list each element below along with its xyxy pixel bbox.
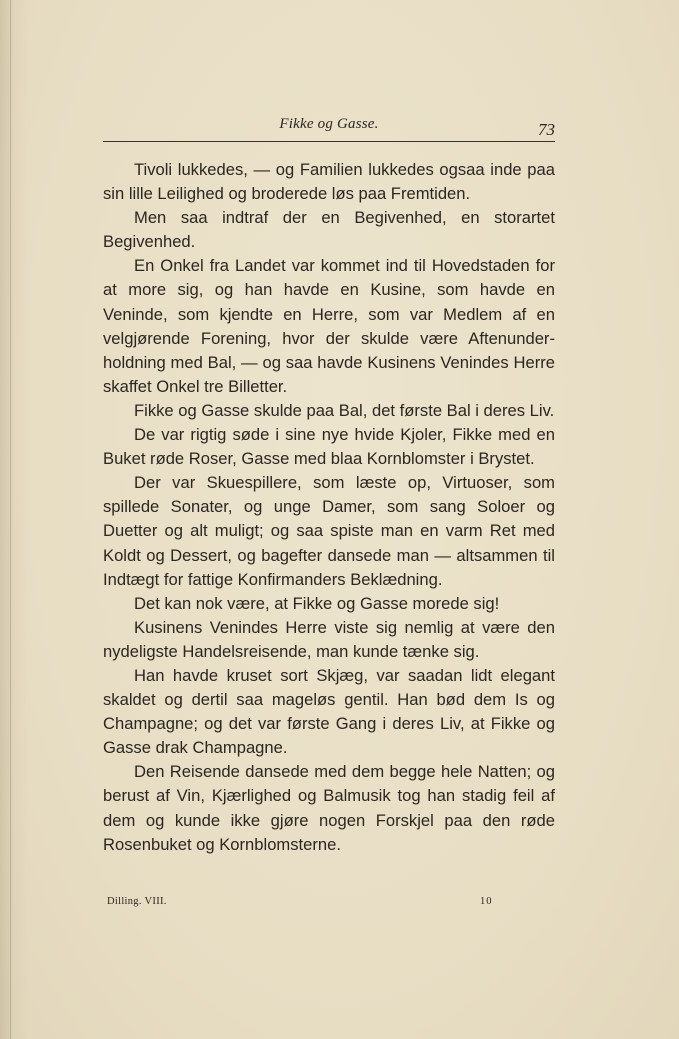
paragraph: Tivoli lukkedes, — og Familien lukkedes ogsaa inde paa sin lille Leilighed og broderede løs paa Fremtiden. [103, 160, 555, 204]
paragraph: En Onkel fra Landet var kommet ind til Hovedstaden for at more sig, og han havde en Kusine, som havde en Veninde, som kjendte en Herre, som var Medlem af en velgjørende Forening, hvor der skulde være Aftenunderholdning med Bal, — og saa havde Kusinens Venindes Herre skaffet Onkel tre Billetter. [103, 256, 555, 396]
page-number: 73 [538, 120, 555, 139]
running-title: Fikke og Gasse. [279, 116, 379, 132]
paragraph: Den Reisende dansede med dem begge hele Natten; og berust af Vin, Kjærlighed og Balmusik tog han stadig feil af dem og kunde ikke gjøre nogen Forskjel paa den røde Rosenbuket og Kornblomsterne. [103, 762, 555, 854]
paragraph: Han havde kruset sort Skjæg, var saadan lidt elegant skaldet og dertil saa mageløs gentil. Han bød dem Is og Champagne; og det var første Gang i deres Liv, at Fikke og Gasse drak Champagne. [103, 665, 555, 758]
running-header [103, 112, 555, 142]
body-text [103, 158, 555, 857]
paragraph: Det kan nok være, at Fikke og Gasse morede sig! [134, 593, 500, 613]
page-spine-edge [10, 0, 11, 1039]
paragraph: Men saa indtraf der en Begivenhed, en storartet Begivenhed. [103, 208, 555, 252]
paragraph: De var rigtig søde i sine nye hvide Kjoler, Fikke med en Buket røde Roser, Gasse med blaa Kornblomster i Brystet. [103, 425, 555, 469]
paragraph: Kusinens Venindes Herre viste sig nemlig at være den nydeligste Handelsreisende, man kunde tænke sig. [103, 617, 555, 661]
page-footer [103, 896, 555, 914]
header-rule [103, 141, 555, 142]
paragraph: Der var Skuespillere, som læste op, Virtuoser, som spillede Sonater, og unge Damer, som sang Soloer og Duetter og alt muligt; og saa spiste man en varm Ret med Koldt og Dessert, og bagefter dansede man — altsammen til Indtægt for fattige Konfirmanders Beklædning. [103, 473, 555, 589]
paragraph: Fikke og Gasse skulde paa Bal, det første Bal i deres Liv. [134, 400, 555, 420]
sheet-number: 10 [480, 896, 493, 907]
printer-signature: Dilling. VIII. [107, 896, 167, 907]
